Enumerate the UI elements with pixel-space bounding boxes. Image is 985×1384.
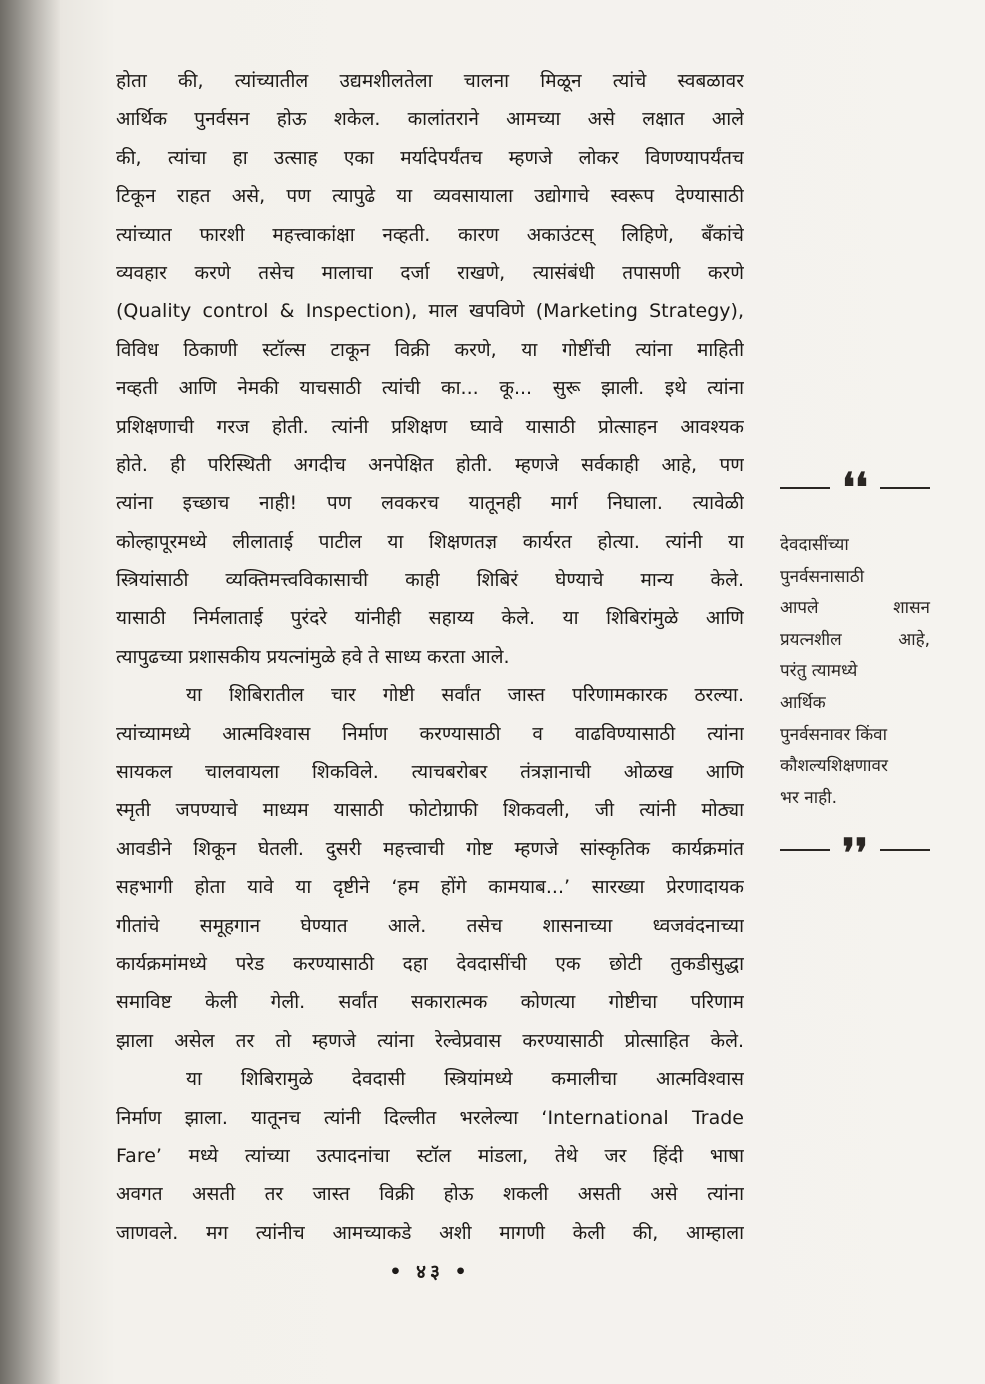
body-line: अवगत असती तर जास्त विक्री होऊ शकली असती असे त्यांना <box>116 1183 744 1206</box>
body-line: प्रशिक्षणाची गरज होती. त्यांनी प्रशिक्षण घ्यावे यासाठी प्रोत्साहन आवश्यक <box>116 415 744 438</box>
rule-line <box>880 849 930 851</box>
body-text <box>116 62 744 1252</box>
body-line: होते. ही परिस्थिती अगदीच अनपेक्षित होती. म्हणजे सर्वकाही आहे, पण <box>116 453 744 476</box>
pull-quote-open-rule <box>780 464 930 511</box>
pull-quote-close-rule <box>780 830 930 878</box>
body-line: जाणवले. मग त्यांनीच आमच्याकडे अशी मागणी केली की, आम्हाला <box>116 1221 744 1244</box>
book-spine-shadow <box>0 0 60 1384</box>
body-line: निर्माण झाला. यातूनच त्यांनी दिल्लीत भरलेल्या ‘International Trade <box>116 1106 744 1129</box>
body-line: आवडीने शिकून घेतली. दुसरी महत्त्वाची गोष्ट म्हणजे सांस्कृतिक कार्यक्रमांत <box>116 837 744 860</box>
pull-quote-text <box>780 530 930 814</box>
body-line: नव्हती आणि नेमकी याचसाठी त्यांची का... कू... सुरू झाली. इथे त्यांना <box>116 377 744 400</box>
body-line: सायकल चालवायला शिकविले. त्याचबरोबर तंत्रज्ञानाची ओळख आणि <box>116 761 744 784</box>
body-line: आर्थिक पुनर्वसन होऊ शकेल. कालांतराने आमच्या असे लक्षात आले <box>116 108 744 131</box>
body-line: गीतांचे समूहगान घेण्यात आले. तसेच शासनाच्या ध्वजवंदनाच्या <box>116 914 744 937</box>
pull-quote-line: पुनर्वसनावर किंवा <box>780 724 887 745</box>
body-line: सहभागी होता यावे या दृष्टीने ‘हम होंगे कामयाब...’ सारख्या प्रेरणादायक <box>116 876 744 899</box>
body-line: त्यांच्यात फारशी महत्त्वाकांक्षा नव्हती. कारण अकाउंटस् लिहिणे, बँकांचे <box>116 223 744 246</box>
body-line: स्त्रियांसाठी व्यक्तिमत्त्वविकासाची काही शिबिरं घेण्याचे मान्य केले. <box>116 569 744 592</box>
rule-line <box>780 487 830 489</box>
body-line: विविध ठिकाणी स्टॉल्स टाकून विक्री करणे, या गोष्टींची त्यांना माहिती <box>116 338 744 361</box>
rule-line <box>880 487 930 489</box>
rule-line <box>780 849 830 851</box>
pull-quote-line: परंतु त्यामध्ये <box>780 661 858 682</box>
paragraph-start-line: या शिबिरामुळे देवदासी स्त्रियांमध्ये कमालीचा आत्मविश्वास <box>186 1068 744 1091</box>
body-line: त्यापुढच्या प्रशासकीय प्रयत्नांमुळे हवे ते साध्य करता आले. <box>116 645 510 668</box>
pull-quote-line: आर्थिक <box>780 692 826 713</box>
pull-quote-line: आपले शासन <box>780 598 930 619</box>
pull-quote-line: प्रयत्नशील आहे, <box>780 629 930 650</box>
pull-quote-line: पुनर्वसनासाठी <box>780 566 865 587</box>
pull-quote-line: कौशल्यशिक्षणावर <box>780 756 888 777</box>
body-line: त्यांच्यामध्ये आत्मविश्वास निर्माण करण्यासाठी व वाढविण्यासाठी त्यांना <box>116 722 744 745</box>
body-line: स्मृती जपण्याचे माध्यम यासाठी फोटोग्राफी शिकवली, जी त्यांनी मोठ्या <box>116 799 744 822</box>
body-line: व्यवहार करणे तसेच मालाचा दर्जा राखणे, त्यासंबंधी तपासणी करणे <box>116 261 744 284</box>
open-quote-icon: ❛❛ <box>842 464 868 511</box>
body-line: यासाठी निर्मलाताई पुरंदरे यांनीही सहाय्य केले. या शिबिरांमुळे आणि <box>116 607 744 630</box>
page-number: • ४३ • <box>389 1261 471 1283</box>
body-line: त्यांना इच्छाच नाही! पण लवकरच यातूनही मार्ग निघाला. त्यावेळी <box>116 492 744 515</box>
close-quote-icon: ❜❜ <box>842 830 868 878</box>
body-line: टिकून राहत असे, पण त्यापुढे या व्यवसायाला उद्योगाचे स्वरूप देण्यासाठी <box>116 185 744 208</box>
pull-quote <box>780 464 930 878</box>
body-line: (Quality control & Inspection), माल खपविणे (Marketing Strategy), <box>116 300 744 323</box>
paragraph-start-line: या शिबिरातील चार गोष्टी सर्वांत जास्त परिणामकारक ठरल्या. <box>186 684 744 707</box>
body-line: की, त्यांचा हा उत्साह एका मर्यादेपर्यंतच म्हणजे लोकर विणण्यापर्यंतच <box>116 146 744 169</box>
body-line: Fare’ मध्ये त्यांच्या उत्पादनांचा स्टॉल मांडला, तेथे जर हिंदी भाषा <box>116 1144 744 1167</box>
pull-quote-line: भर नाही. <box>780 787 837 808</box>
body-line: झाला असेल तर तो म्हणजे त्यांना रेल्वेप्रवास करण्यासाठी प्रोत्साहित केले. <box>116 1029 744 1052</box>
body-line: कार्यक्रमांमध्ये परेड करण्यासाठी दहा देवदासींची एक छोटी तुकडीसुद्धा <box>116 952 744 975</box>
pull-quote-line: देवदासींच्या <box>780 535 849 555</box>
body-line: होता की, त्यांच्यातील उद्यमशीलतेला चालना मिळून त्यांचे स्वबळावर <box>116 70 744 92</box>
body-line: कोल्हापूरमध्ये लीलाताई पाटील या शिक्षणतज्ञ कार्यरत होत्या. त्यांनी या <box>116 530 744 553</box>
body-line: समाविष्ट केली गेली. सर्वांत सकारात्मक कोणत्या गोष्टीचा परिणाम <box>116 991 744 1014</box>
